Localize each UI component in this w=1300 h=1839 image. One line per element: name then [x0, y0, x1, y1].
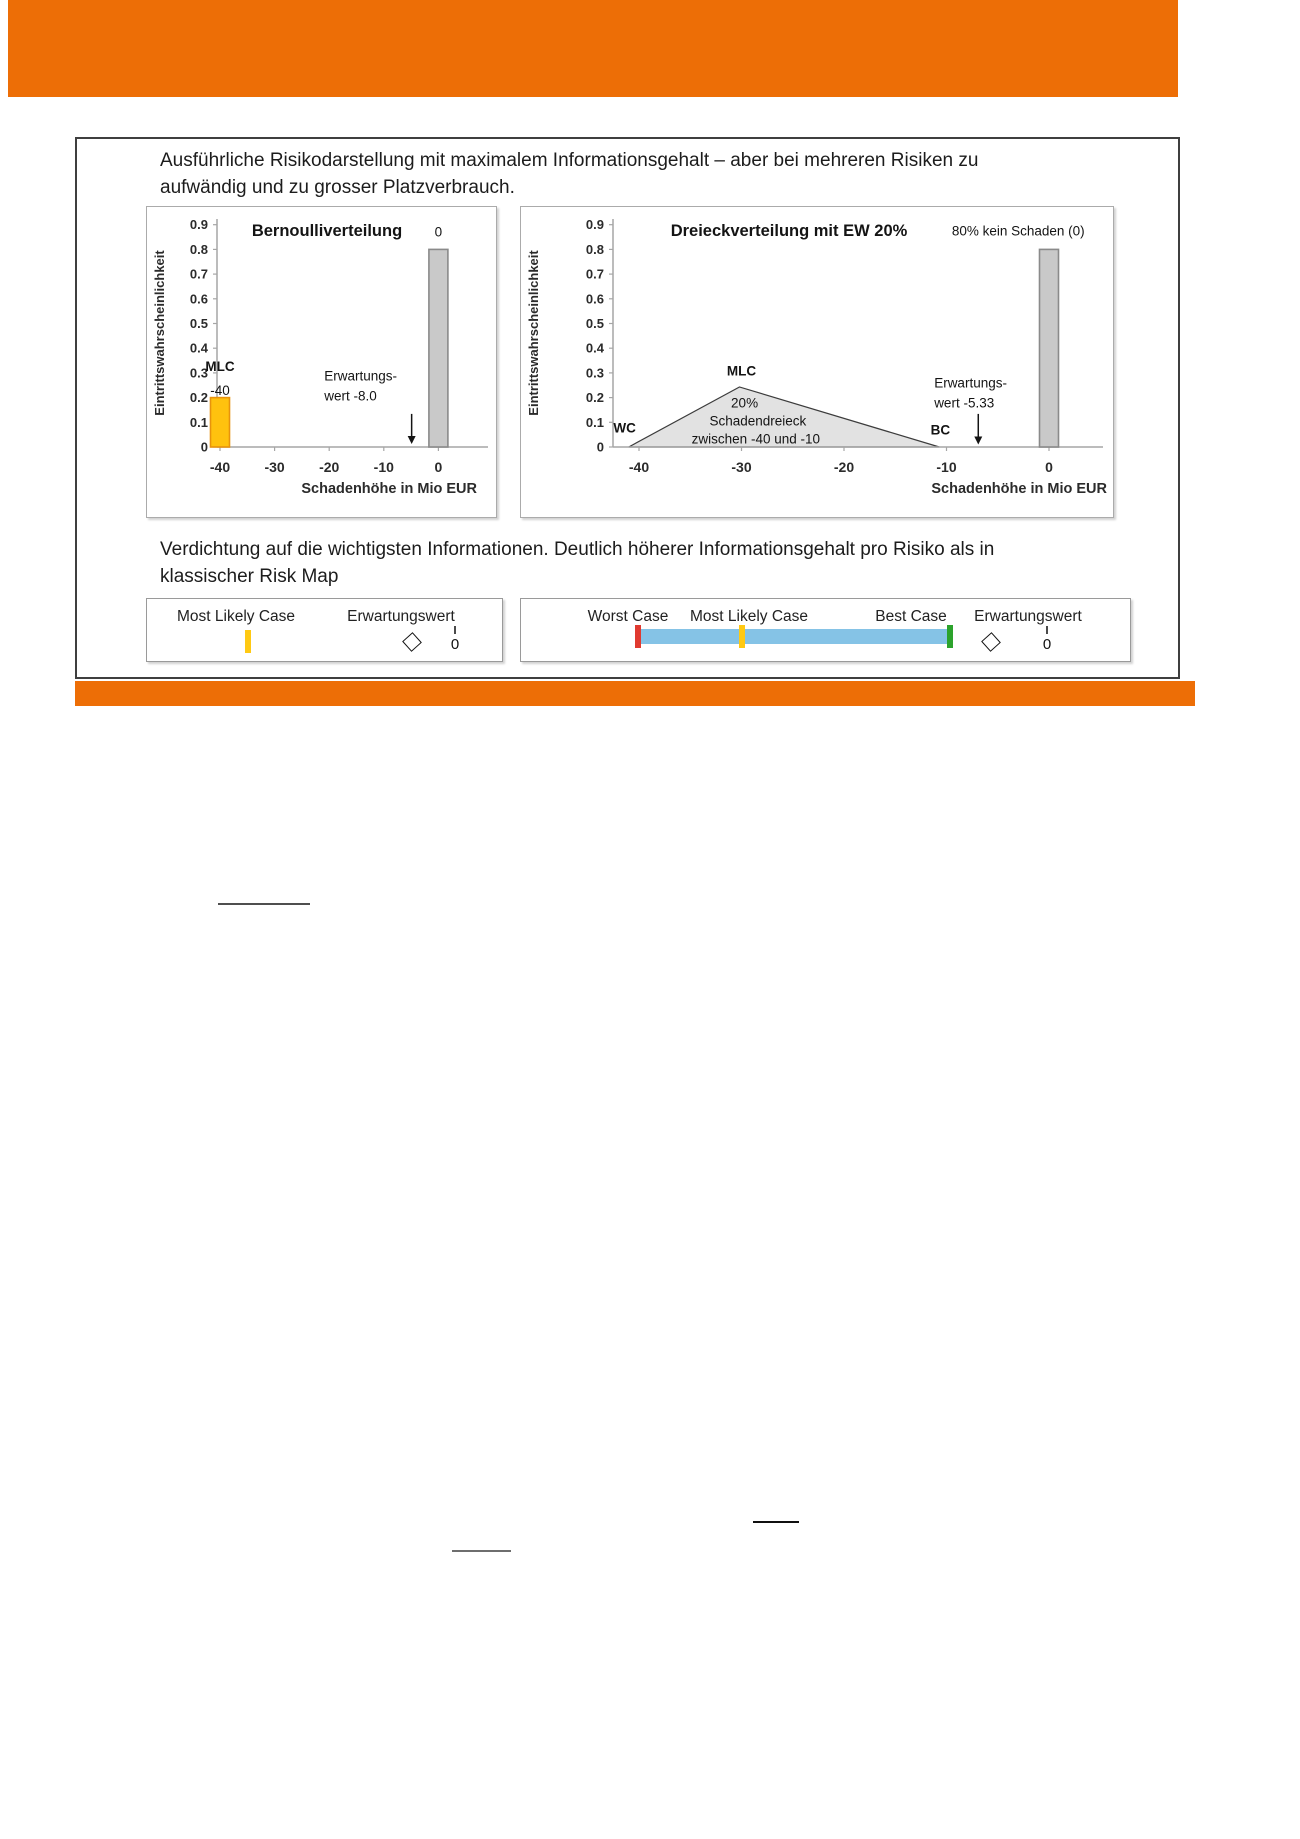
- x-tick-label: -30: [264, 459, 285, 475]
- y-tick-label: 0.6: [585, 291, 604, 307]
- chart-title: Bernoulliverteilung: [251, 222, 403, 240]
- summary-line-2: klassischer Risk Map: [160, 566, 339, 587]
- horizontal-rule: [452, 1550, 511, 1552]
- zero-label: 0: [450, 636, 460, 653]
- legend-label-erwartungswert: Erwartungswert: [347, 608, 455, 625]
- y-tick-label: 0.4: [189, 340, 208, 356]
- annotation: MLC: [205, 359, 235, 375]
- intro-line-2: aufwändig und zu grosser Platzverbrauch.: [160, 177, 515, 198]
- bernoulli-chart: [147, 207, 496, 517]
- x-axis-title: Schadenhöhe in Mio EUR: [301, 481, 477, 497]
- top-banner: [8, 0, 1178, 97]
- legend-strip-range: [520, 598, 1131, 662]
- x-tick-label: -40: [209, 459, 231, 475]
- y-tick-label: 0.7: [189, 266, 208, 282]
- triangle-distribution-chart: [521, 207, 1113, 517]
- y-tick-label: 0.7: [585, 266, 604, 282]
- x-axis-title: Schadenhöhe in Mio EUR: [931, 481, 1107, 497]
- x-tick-label: -40: [628, 459, 650, 475]
- legend-strip-single-risk: [146, 598, 503, 662]
- y-tick-label: 0.5: [189, 316, 208, 331]
- expected-value-diamond-icon: [981, 632, 1001, 652]
- y-tick-label: 0.4: [585, 340, 604, 356]
- zero-axis-tick: [1046, 626, 1048, 634]
- y-tick-label: 0.2: [585, 390, 604, 406]
- arrow-head: [408, 436, 416, 444]
- x-tick-label: -30: [731, 459, 752, 475]
- zero-axis-tick: [454, 626, 456, 634]
- x-tick-label: -10: [936, 459, 957, 475]
- chart-title: Dreieckverteilung mit EW 20%: [670, 222, 908, 240]
- x-tick-label: 0: [434, 459, 443, 475]
- y-tick-label: 0: [596, 439, 604, 455]
- legend-label-erwartungswert: Erwartungswert: [974, 608, 1082, 625]
- best-case-tick-marker: [947, 625, 953, 648]
- bernoulli-chart-panel: [146, 206, 497, 518]
- intro-line-1: Ausführliche Risikodarstellung mit maximalem Informationsgehalt – aber bei mehreren Risiken zu: [160, 150, 979, 171]
- y-tick-label: 0.8: [585, 241, 604, 257]
- mlc-tick-marker: [245, 630, 251, 653]
- y-tick-label: 0.5: [585, 316, 604, 331]
- annotation: wert -5.33: [934, 395, 995, 411]
- y-axis-title: Eintrittswahrscheinlichkeit: [526, 250, 541, 416]
- legend-label-most-likely-case: Most Likely Case: [176, 608, 296, 625]
- summary-line-1: Verdichtung auf die wichtigsten Informationen. Deutlich höherer Informationsgehalt pro Risiko als in: [160, 539, 995, 560]
- divider-bar: [75, 681, 1195, 706]
- horizontal-rule: [218, 903, 310, 905]
- y-tick-label: 0.9: [585, 217, 604, 233]
- legend-label-worst-case: Worst Case: [587, 608, 669, 625]
- annotation: wert -8.0: [324, 388, 377, 404]
- bar: [211, 398, 230, 447]
- annotation: -40: [210, 383, 230, 399]
- triangle-chart-panel: [520, 206, 1114, 518]
- x-tick-label: 0: [1045, 459, 1053, 475]
- expected-value-diamond-icon: [402, 632, 422, 652]
- annotation: 0: [434, 224, 443, 240]
- y-tick-label: 0.8: [189, 241, 208, 257]
- x-tick-label: -10: [373, 459, 394, 475]
- y-tick-label: 0.6: [189, 291, 208, 307]
- intro-paragraph: [160, 147, 1140, 201]
- annotation: WC: [613, 420, 636, 436]
- bar: [429, 249, 448, 447]
- bar: [1040, 249, 1059, 447]
- y-tick-label: 0: [200, 439, 208, 455]
- y-tick-label: 0.2: [189, 390, 208, 406]
- arrow-head: [974, 437, 982, 445]
- annotation: BC: [930, 422, 951, 438]
- legend-label-best-case: Best Case: [875, 608, 947, 625]
- legend-label-most-likely-case: Most Likely Case: [689, 608, 809, 625]
- x-tick-label: -20: [833, 459, 855, 475]
- x-tick-label: -20: [319, 459, 340, 475]
- y-tick-label: 0.1: [585, 414, 604, 430]
- y-tick-label: 0.3: [189, 365, 208, 381]
- y-tick-label: 0.3: [585, 365, 604, 381]
- annotation: Erwartungs-: [934, 375, 1007, 391]
- zero-label: 0: [1042, 636, 1052, 653]
- y-tick-label: 0.1: [189, 414, 208, 430]
- y-tick-label: 0.9: [189, 217, 208, 233]
- risk-range-bar: [638, 629, 952, 644]
- y-axis-title: Eintrittswahrscheinlichkeit: [152, 250, 167, 416]
- mlc-tick-marker: [739, 625, 745, 648]
- worst-case-tick-marker: [635, 625, 641, 648]
- annotation: 20%: [731, 395, 759, 411]
- horizontal-rule: [753, 1521, 799, 1523]
- annotation: 80% kein Schaden (0): [951, 223, 1085, 239]
- annotation: Erwartungs-: [324, 368, 398, 384]
- annotation: zwischen -40 und -10: [691, 431, 821, 447]
- annotation: Schadendreieck: [709, 413, 807, 429]
- summary-paragraph: [160, 536, 1160, 590]
- annotation: MLC: [726, 363, 757, 379]
